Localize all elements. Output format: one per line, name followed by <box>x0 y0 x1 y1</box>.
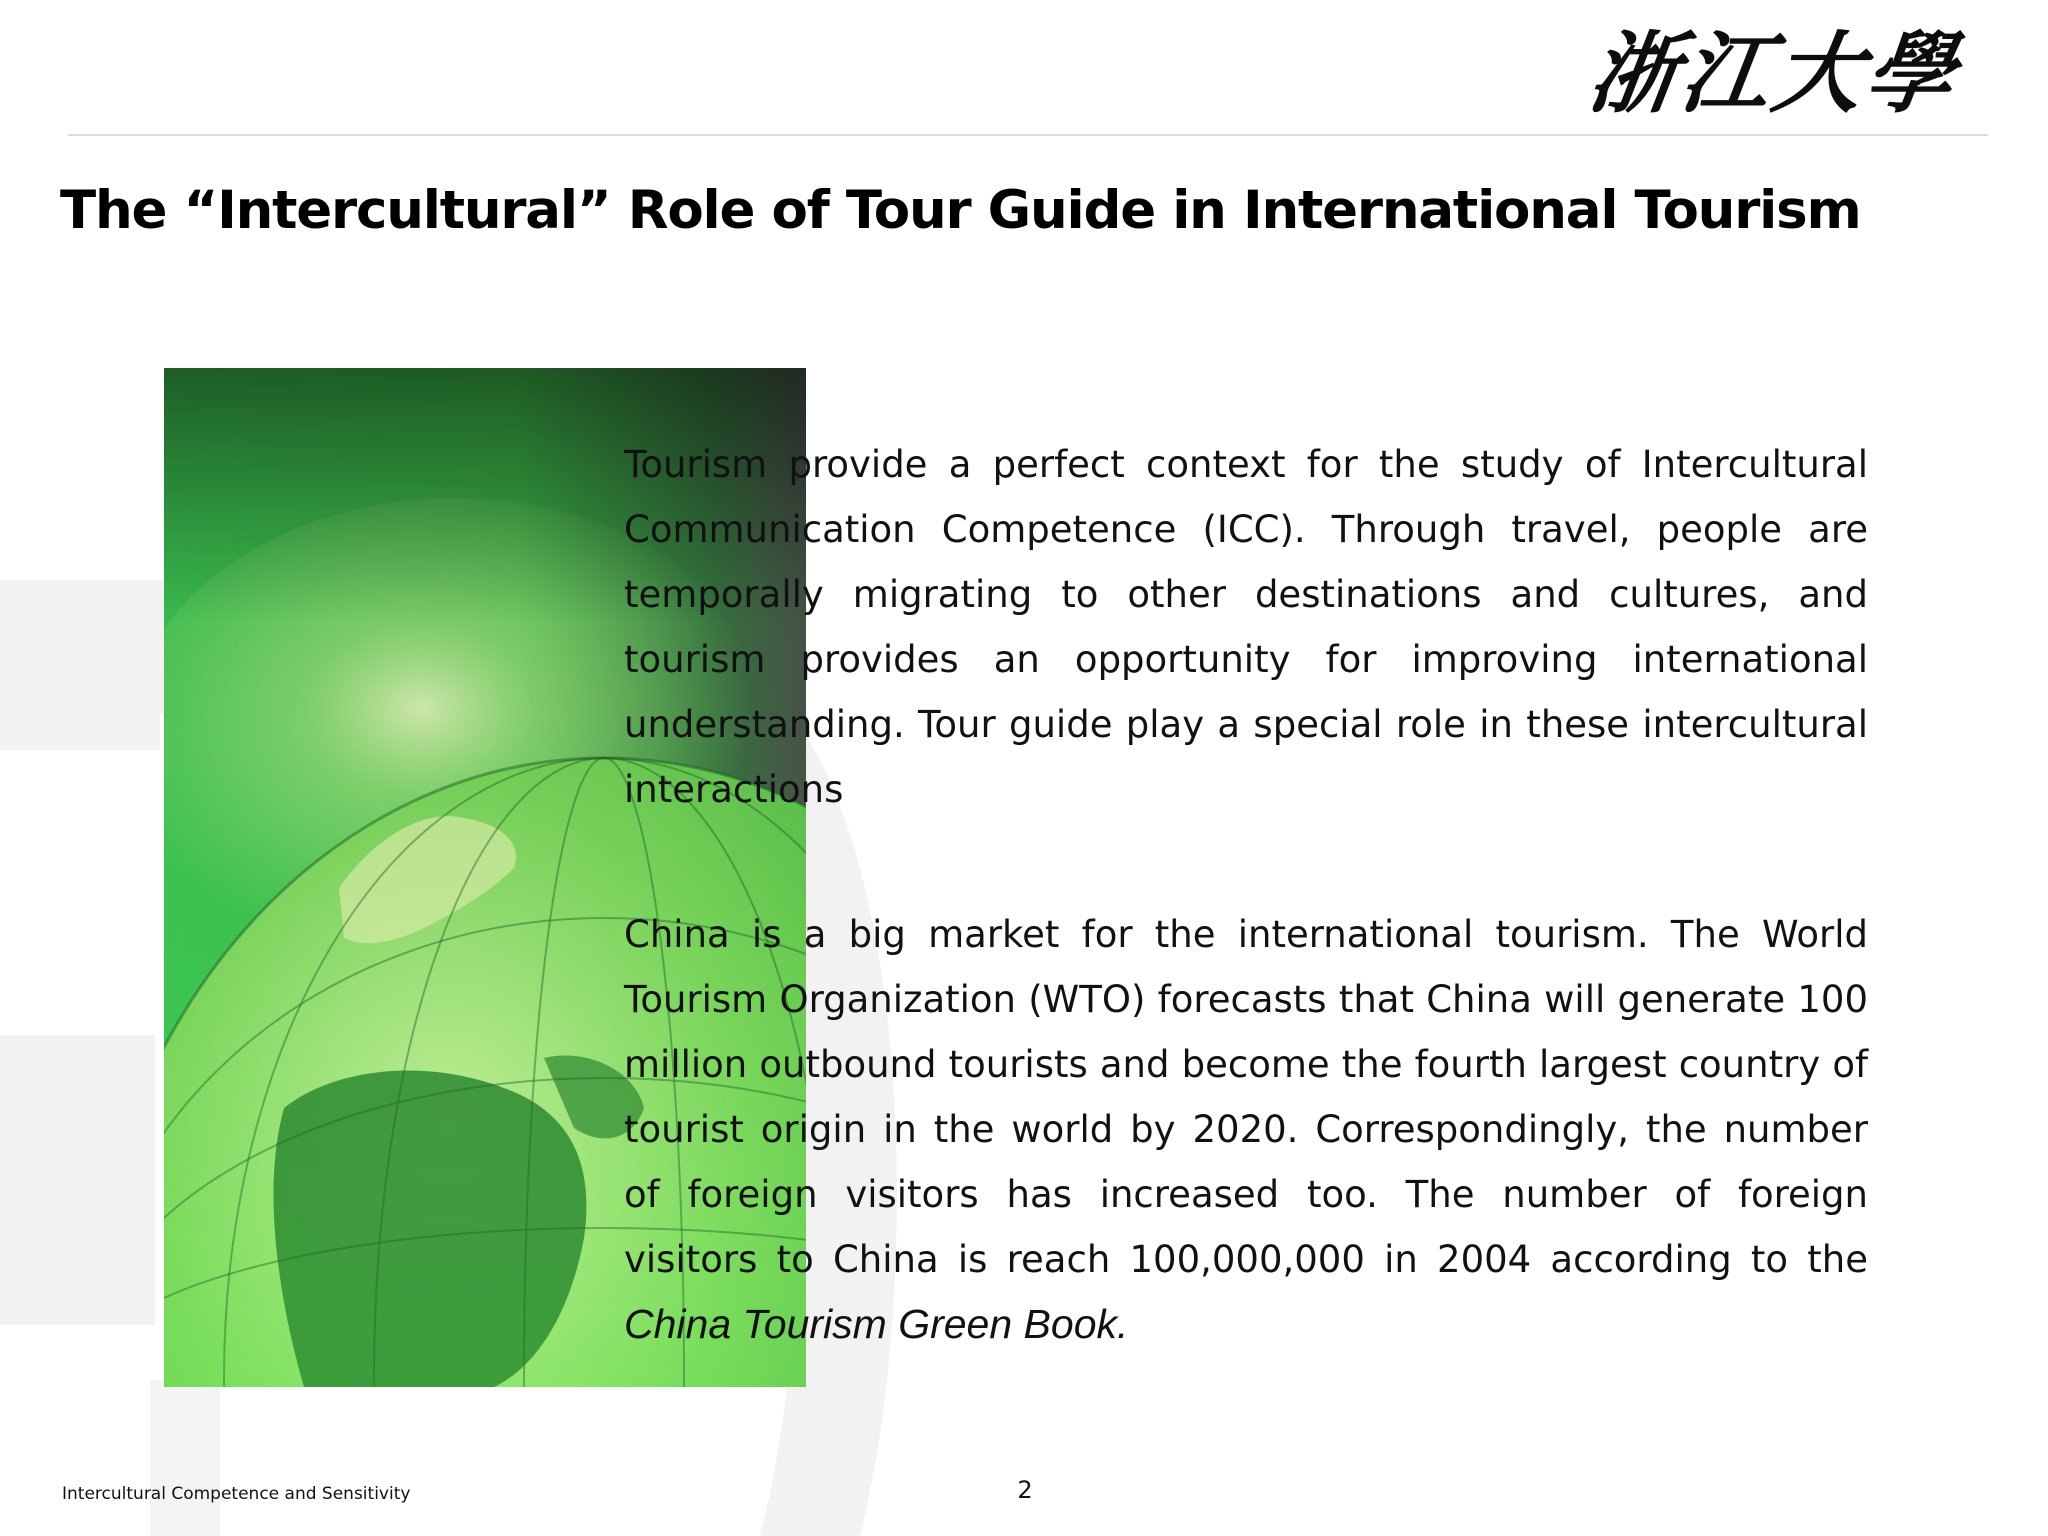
watermark-stem <box>150 1380 220 1536</box>
slide-title: The “Intercultural” Role of Tour Guide in International Tourism <box>60 180 1861 241</box>
paragraph-china-market <box>624 902 1868 1358</box>
header-divider <box>68 134 1988 136</box>
watermark-bar-top <box>0 580 160 750</box>
page-number: 2 <box>1017 1476 1033 1504</box>
source-period: . <box>1117 1301 1129 1347</box>
footer-course-name: Intercultural Competence and Sensitivity <box>62 1484 411 1504</box>
paragraph-tourism-context: Tourism provide a perfect context for the study of Intercultural Communication Competence (ICC). Through travel, people are temporally migrating to other destinations and cultures, and tourism provides an opportunity for improving international understanding. Tour guide play a special role in these intercultural interactions <box>624 443 1868 811</box>
university-logo-calligraphy: 浙江大學 <box>1582 21 1966 125</box>
body-text <box>624 432 1868 1358</box>
source-book-title: China Tourism Green Book <box>624 1301 1118 1347</box>
watermark-bar-bottom <box>0 1035 155 1325</box>
paragraph-china-market-text: China is a big market for the international tourism. The World Tourism Organization (WTO) forecasts that China will generate 100 million outbound tourists and become the fourth largest country of tourist origin in the world by 2020. Correspondingly, the number of foreign visitors has increased too. The number of foreign visitors to China is reach 100,000,000 in 2004 according to the <box>624 913 1868 1281</box>
university-logo <box>1582 18 1970 128</box>
